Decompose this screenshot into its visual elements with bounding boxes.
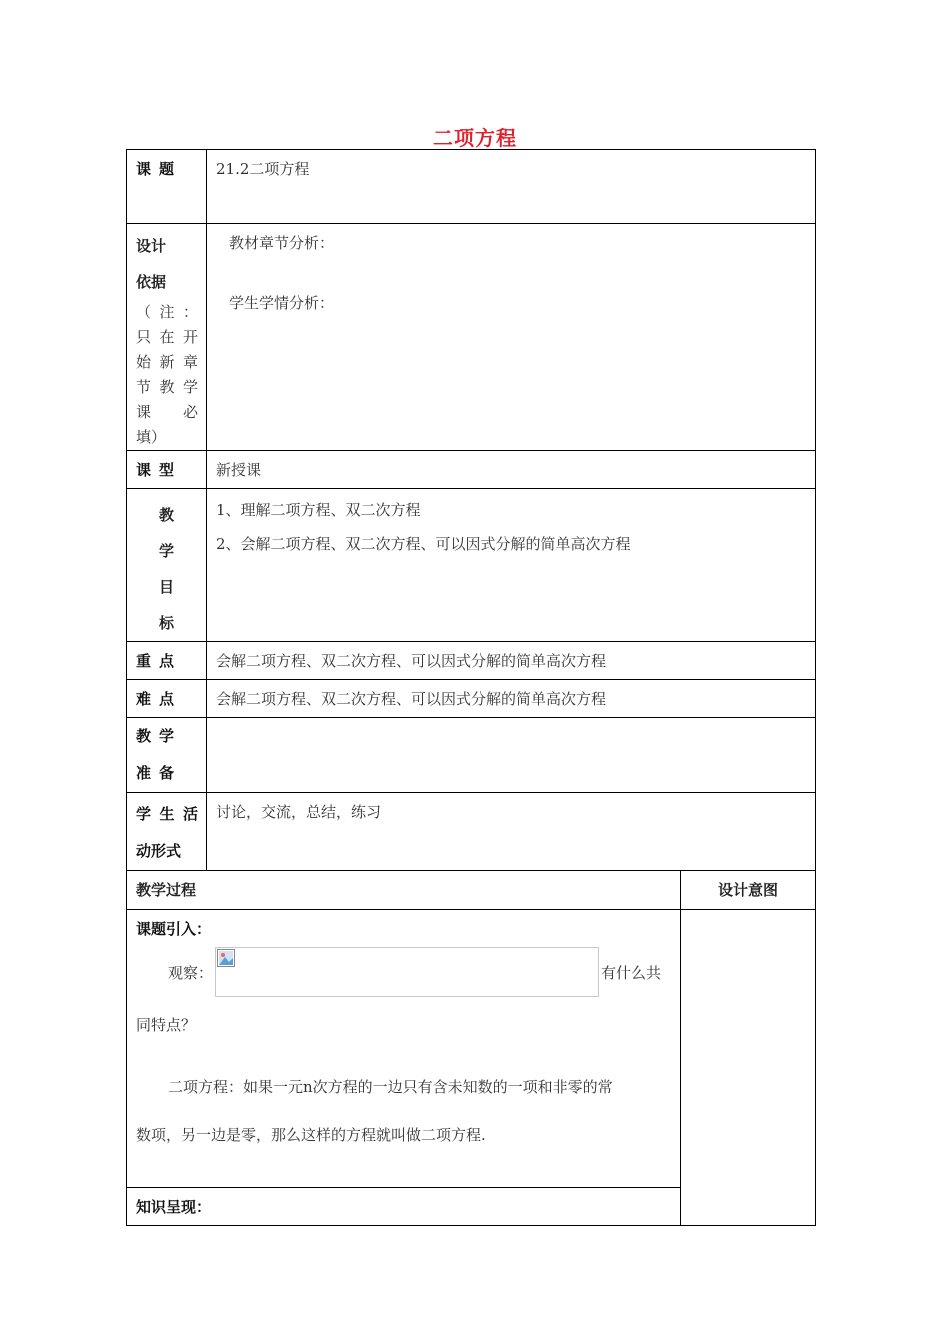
basis-note-line: 节教学 [136,378,198,396]
objective-item: 1、理解二项方程、双二次方程 [216,501,421,519]
observe-suffix: 有什么共 [601,963,662,982]
lesson-type-label-text: 课型 [136,461,183,479]
preparation-row [127,718,816,793]
topic-row [127,150,816,224]
lesson-plan-table [126,149,816,1226]
key-point-value: 会解二项方程、双二次方程、可以因式分解的简单高次方程 [207,642,816,680]
intro-heading: 课题引入： [136,920,212,938]
design-basis-content [207,224,816,451]
student-analysis: 学生学情分析： [229,294,335,312]
design-basis-row [127,224,816,451]
basis-note-line: 填） [136,428,167,446]
topic-value: 21.2二项方程 [207,150,816,224]
basis-note-line: 课必 [136,403,198,421]
basis-label-line2: 依据 [136,273,167,291]
objectives-label-char: 标 [158,614,174,632]
lesson-type-value: 新授课 [207,451,816,489]
objectives-label-char: 目 [158,578,174,596]
knowledge-cell [127,1188,681,1226]
objectives-label-char: 教 [158,506,174,524]
difficulty-label [127,680,207,718]
basis-note-line: （注： [136,303,198,321]
observe-continuation: 同特点？ [136,1016,197,1034]
topic-label-text: 课题 [136,160,183,178]
activity-label-line2: 动形式 [136,842,182,860]
key-point-row [127,642,816,680]
difficulty-value: 会解二项方程、双二次方程、可以因式分解的简单高次方程 [207,680,816,718]
activity-label-line1: 学生活 [136,805,198,823]
preparation-label-line1: 教学 [136,727,183,745]
definition-line2: 数项，另一边是零，那么这样的方程就叫做二项方程. [136,1126,486,1144]
activity-row [127,793,816,871]
equation-image-placeholder [215,947,599,997]
design-intent-header: 设计意图 [681,871,816,910]
process-header-row [127,871,816,910]
objectives-label-char: 学 [158,542,174,560]
observe-line [136,947,671,997]
broken-image-icon [217,949,235,967]
textbook-analysis: 教材章节分析： [229,234,335,252]
objectives-label [127,489,207,642]
activity-value: 讨论，交流，总结，练习 [207,793,816,871]
preparation-label [127,718,207,793]
design-intent-cell [681,910,816,1226]
lesson-type-label [127,451,207,489]
basis-label-line1: 设计 [136,237,167,255]
key-point-label [127,642,207,680]
objectives-content [207,489,816,642]
document-title: 二项方程 [433,126,517,150]
preparation-label-line2: 准备 [136,764,183,782]
design-basis-label [127,224,207,451]
key-point-label-text: 重点 [136,652,183,670]
definition-line1: 二项方程：如果一元n次方程的一边只有含未知数的一项和非零的常 [168,1078,613,1096]
difficulty-label-text: 难点 [136,690,183,708]
objective-item: 2、会解二项方程、双二次方程、可以因式分解的简单高次方程 [216,535,631,553]
difficulty-row [127,680,816,718]
process-header: 教学过程 [127,871,681,910]
topic-label [127,150,207,224]
basis-note-line: 始新章 [136,353,198,371]
lesson-type-row [127,451,816,489]
preparation-value [207,718,816,793]
objectives-row [127,489,816,642]
observe-prefix: 观察： [168,963,214,982]
knowledge-heading: 知识呈现： [136,1198,212,1216]
basis-note-line: 只在开 [136,328,198,346]
process-intro-cell [127,910,681,1188]
process-intro-row [127,910,816,1188]
activity-label [127,793,207,871]
